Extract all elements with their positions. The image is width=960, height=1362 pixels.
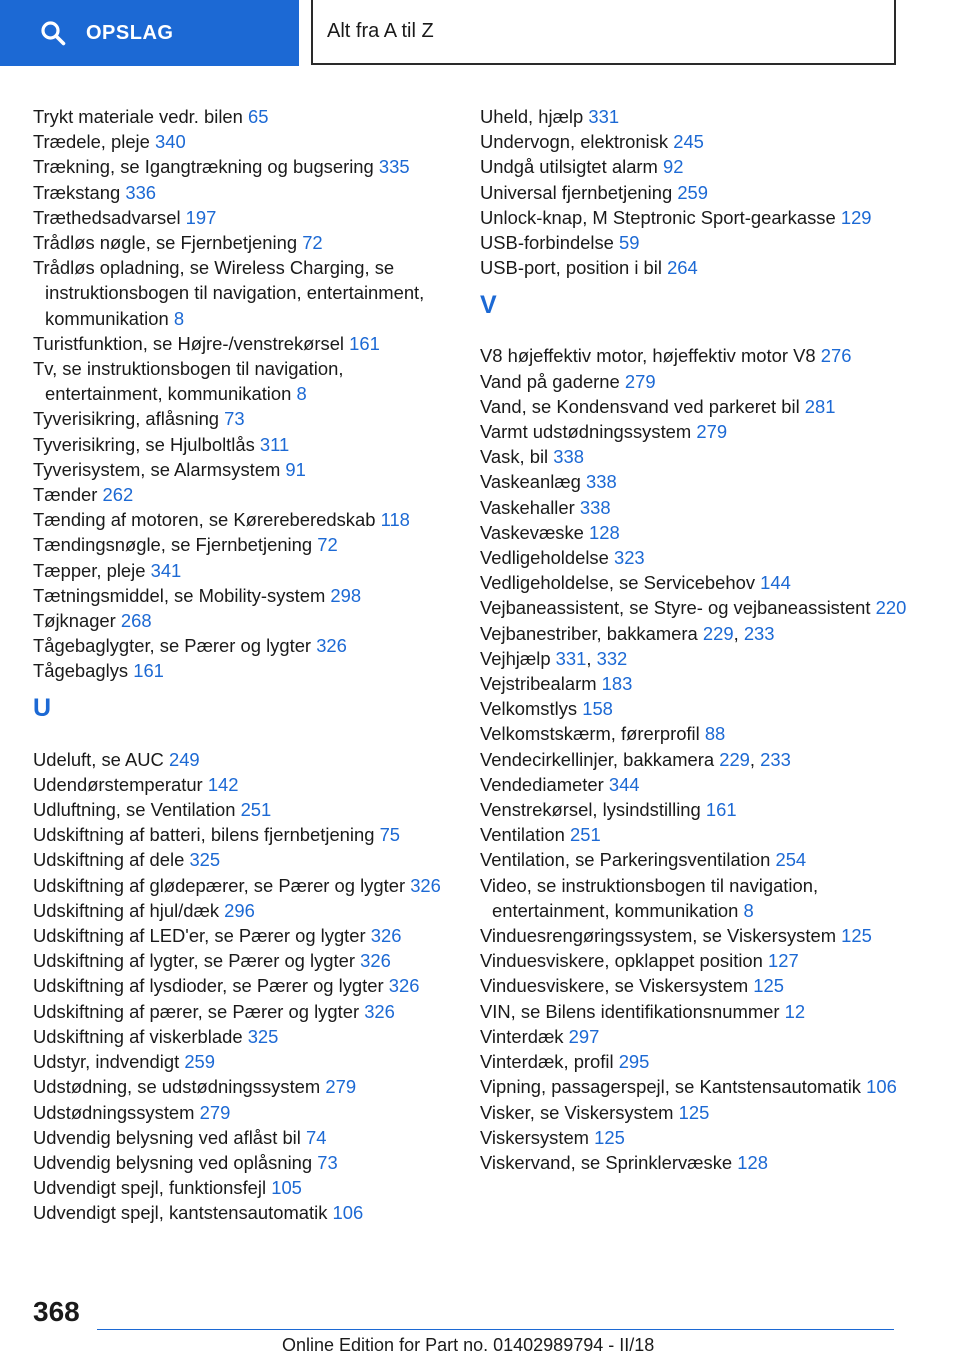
index-entry-text: Udskiftning af batteri, bilens fjernbetjening [33, 824, 375, 846]
index-entry-text: Velkomstlys [480, 698, 578, 720]
index-entry [480, 230, 920, 255]
page-reference-link[interactable]: 59 [619, 232, 640, 254]
page-reference-link[interactable]: 74 [305, 1126, 327, 1148]
page-reference-link[interactable]: 326 [370, 925, 402, 947]
page-reference-link[interactable]: 72 [317, 534, 338, 556]
page-number: 368 [33, 1296, 80, 1327]
index-column-left [33, 104, 453, 1226]
index-entry-text: Vejstribealarm [480, 673, 597, 695]
page-reference-link[interactable]: 281 [804, 395, 836, 417]
index-entry [33, 457, 453, 482]
page-reference-link[interactable]: 233 [743, 622, 775, 644]
index-entry-text: Universal fjernbetjening [480, 181, 673, 203]
index-entry-text: Vaskehaller [480, 496, 575, 518]
page-reference-link[interactable]: 106 [866, 1076, 897, 1098]
page-reference-link[interactable]: 144 [760, 572, 791, 594]
index-entry-text: Vand, se Kondensvand ved parkeret bil [480, 395, 800, 417]
index-entry [480, 444, 920, 469]
index-entry [33, 507, 453, 532]
index-entry [480, 696, 920, 721]
index-entry [480, 520, 920, 545]
index-entry [33, 1049, 453, 1074]
page-reference-link[interactable]: 229 [719, 748, 750, 770]
page-reference-link[interactable]: 251 [240, 799, 272, 821]
index-entry [33, 205, 453, 230]
index-entry [33, 948, 453, 973]
index-entry-text: Turistfunktion, se Højre-/venstrekørsel [33, 332, 345, 354]
page-reference-link[interactable]: 340 [155, 131, 186, 153]
page-reference-link[interactable]: 279 [325, 1076, 357, 1098]
page-reference-link[interactable]: 125 [594, 1126, 625, 1148]
index-entry-text: Tyverisikring, se Hjulboltlås [33, 433, 255, 455]
index-entry-text: Vinterdæk [480, 1025, 564, 1047]
letter-spacer [480, 331, 920, 344]
index-entry-text: Vejbaneassistent, se Styre- og vejbaneassistent [480, 597, 871, 619]
index-entry-text: Udskiftning af pærer, se Pærer og lygter [33, 1000, 360, 1022]
index-entry [480, 1024, 920, 1049]
index-entry [33, 608, 453, 633]
page-separator: , [749, 748, 761, 770]
index-entry [33, 973, 453, 998]
index-entry [480, 1100, 920, 1125]
index-entry [33, 873, 453, 898]
page-reference-link[interactable]: 88 [704, 723, 726, 745]
index-entry [480, 255, 920, 280]
page-reference-link[interactable]: 298 [330, 584, 362, 606]
page-reference-link[interactable]: 249 [168, 748, 200, 770]
page-reference-link[interactable]: 259 [184, 1051, 215, 1073]
index-entry [33, 747, 453, 772]
index-entry-text: Undervogn, elektronisk [480, 131, 669, 153]
index-entry-text: Udskiftning af lysdioder, se Pærer og lygter [33, 975, 384, 997]
index-entry-text: Vinduesrengøringssystem, se Viskersystem [480, 925, 837, 947]
index-entry [33, 999, 453, 1024]
index-entry [33, 822, 453, 847]
index-entry-text: Trådløs nøgle, se Fjernbetjening [33, 232, 298, 254]
page-reference-link[interactable]: 341 [150, 559, 182, 581]
page-reference-link[interactable]: 296 [224, 899, 255, 921]
index-entry-text: Viskersystem [480, 1126, 590, 1148]
page-reference-link[interactable]: 12 [784, 1000, 806, 1022]
page-reference-link[interactable]: 142 [207, 773, 239, 795]
index-entry [33, 558, 453, 583]
index-entry-text: Udskiftning af hjul/dæk [33, 899, 220, 921]
index-entry [480, 721, 920, 746]
page-reference-link[interactable]: 128 [589, 521, 620, 543]
page-reference-link[interactable]: 344 [608, 773, 640, 795]
index-entry [480, 495, 920, 520]
page-reference-link[interactable]: 279 [696, 421, 728, 443]
index-entry-text: Udendørstemperatur [33, 773, 203, 795]
index-entry [33, 583, 453, 608]
index-entry-text: Tyverisystem, se Alarmsystem [33, 458, 281, 480]
page-reference-link[interactable]: 259 [677, 181, 708, 203]
index-entry [480, 419, 920, 444]
index-entry-text: Vendediameter [480, 773, 604, 795]
index-entry [480, 205, 920, 230]
index-entry-text: Træthedsadvarsel [33, 206, 181, 228]
page-reference-link[interactable]: 197 [185, 206, 217, 228]
index-entry [480, 180, 920, 205]
page-reference-link[interactable]: 8 [296, 383, 307, 405]
index-entry [33, 432, 453, 457]
section-title: Alt fra A til Z [327, 20, 434, 42]
page-reference-link[interactable]: 118 [380, 509, 410, 531]
index-entry [33, 129, 453, 154]
page-reference-link[interactable]: 338 [579, 496, 611, 518]
page-reference-link[interactable]: 268 [120, 610, 152, 632]
index-entry [33, 1100, 453, 1125]
page-reference-link[interactable]: 125 [753, 975, 784, 997]
index-entry [480, 747, 920, 772]
page-reference-link[interactable]: 311 [259, 433, 290, 455]
index-entry [480, 847, 920, 872]
index-entry-text: Trækstang [33, 181, 121, 203]
index-entry-text: Tænder [33, 484, 98, 506]
page-reference-link[interactable]: 220 [875, 597, 907, 619]
index-entry-text: Tæpper, pleje [33, 559, 146, 581]
index-entry [33, 356, 453, 406]
index-entry-text: Trædele, pleje [33, 131, 150, 153]
index-entry [480, 1150, 920, 1175]
index-entry-text: Udluftning, se Ventilation [33, 799, 236, 821]
index-entry-text: Udvendig belysning ved aflåst bil [33, 1126, 301, 1148]
page-reference-link[interactable]: 106 [332, 1202, 364, 1224]
index-letter-heading: U [33, 694, 52, 723]
index-entry-text: Vejbanestriber, bakkamera [480, 622, 698, 644]
index-entry [480, 999, 920, 1024]
search-tab-label: OPSLAG [86, 21, 174, 44]
index-entry-text: Tætningsmiddel, se Mobility-system [33, 584, 326, 606]
index-entry [33, 923, 453, 948]
index-entry-text: Udvendig belysning ved oplåsning [33, 1151, 313, 1173]
page-reference-link[interactable]: 331 [588, 106, 620, 127]
index-entry [480, 394, 920, 419]
page-reference-link[interactable]: 91 [285, 458, 306, 480]
page-reference-link[interactable]: 326 [360, 950, 391, 972]
index-entry [480, 154, 920, 179]
index-entry-text: VIN, se Bilens identifikationsnummer [480, 1000, 780, 1022]
page-reference-link[interactable]: 325 [189, 849, 221, 871]
index-entry [480, 923, 920, 948]
index-entry-text: Tv, se instruktionsbogen til navigation, entertainment, kommunikation [33, 358, 344, 405]
index-entry [480, 1125, 920, 1150]
index-entry-text: V8 højeffektiv motor, højeffektiv motor V8 [480, 345, 816, 367]
search-icon [40, 20, 66, 46]
page-reference-link[interactable]: 161 [349, 332, 380, 354]
page-reference-link[interactable]: 254 [775, 849, 807, 871]
index-entry [480, 772, 920, 797]
index-entry-text: Udskiftning af dele [33, 849, 185, 871]
index-entry-text: Visker, se Viskersystem [480, 1101, 674, 1123]
index-entry-text: Udvendigt spejl, kantstensautomatik [33, 1202, 328, 1224]
index-entry-text: Venstrekørsel, lysindstilling [480, 799, 701, 821]
page-reference-link[interactable]: 323 [613, 547, 645, 569]
index-entry [33, 658, 453, 683]
index-entry-text: Tændingsnøgle, se Fjernbetjening [33, 534, 313, 556]
page-reference-link[interactable]: 183 [601, 673, 633, 695]
index-entry-text: Trykt materiale vedr. bilen [33, 106, 243, 127]
index-entry-text: Tågebaglygter, se Pærer og lygter [33, 635, 312, 657]
index-entry-text: Udskiftning af glødepærer, se Pærer og lygter [33, 874, 406, 896]
index-letter-heading: V [480, 291, 497, 320]
page-reference-link[interactable]: 326 [388, 975, 420, 997]
index-entry-text: Tænding af motoren, se Kørereberedskab [33, 509, 376, 531]
index-entry-text: Vedligeholdelse [480, 547, 609, 569]
page-separator: , [586, 647, 597, 669]
page-reference-link[interactable]: 75 [379, 824, 401, 846]
page-reference-link[interactable]: 325 [247, 1025, 279, 1047]
index-entry-text: Vand på gaderne [480, 370, 620, 392]
page-reference-link[interactable]: 279 [199, 1101, 231, 1123]
index-entry [33, 1024, 453, 1049]
index-entry-text: Viskervand, se Sprinklervæske [480, 1151, 733, 1173]
index-entry-text: Vinduesviskere, se Viskersystem [480, 975, 749, 997]
page-reference-link[interactable]: 295 [618, 1051, 650, 1073]
index-entry-text: Udskiftning af lygter, se Pærer og lygter [33, 950, 355, 972]
index-entry [480, 671, 920, 696]
letter-spacer [33, 734, 453, 747]
index-entry-text: Udstødningssystem [33, 1101, 195, 1123]
index-entry [33, 772, 453, 797]
index-entry-text: Vask, bil [480, 446, 549, 468]
index-entry-text: Vinterdæk, profil [480, 1051, 614, 1073]
index-entry-text: Vejhjælp [480, 647, 551, 669]
page-reference-link[interactable]: 125 [678, 1101, 710, 1123]
index-entry [33, 797, 453, 822]
index-entry-text: USB-forbindelse [480, 232, 614, 254]
index-entry-text: Trækning, se Igangtrækning og bugsering [33, 156, 374, 178]
index-entry-text: Udeluft, se AUC [33, 748, 164, 770]
index-entry [480, 129, 920, 154]
page-reference-link[interactable]: 297 [568, 1025, 600, 1047]
page-reference-link[interactable]: 251 [570, 824, 601, 846]
index-entry [480, 973, 920, 998]
page-reference-link[interactable]: 8 [173, 307, 185, 329]
index-entry [480, 797, 920, 822]
page-reference-link[interactable]: 105 [271, 1177, 302, 1199]
index-entry-text: Tyverisikring, aflåsning [33, 408, 220, 430]
index-entry-text: USB-port, position i bil [480, 257, 662, 279]
page-reference-link[interactable]: 161 [133, 660, 164, 682]
index-entry [480, 1074, 920, 1099]
index-entry [480, 822, 920, 847]
index-entry-text: Tågebaglys [33, 660, 129, 682]
page-reference-link[interactable]: 128 [737, 1151, 768, 1173]
index-entry-text: Vendecirkellinjer, bakkamera [480, 748, 715, 770]
index-entry [33, 633, 453, 658]
index-entry [480, 343, 920, 368]
page-reference-link[interactable]: 338 [553, 446, 584, 468]
page-reference-link[interactable]: 331 [555, 647, 587, 669]
index-entry [33, 532, 453, 557]
index-entry [33, 406, 453, 431]
page-reference-link[interactable]: 326 [410, 874, 441, 896]
index-entry [33, 1074, 453, 1099]
index-entry-text: Vinduesviskere, opklappet position [480, 950, 763, 972]
page-reference-link[interactable]: 262 [102, 484, 134, 506]
page-reference-link[interactable]: 233 [760, 748, 791, 770]
index-entry-text: Vaskeanlæg [480, 471, 581, 493]
index-entry [480, 1049, 920, 1074]
index-entry [480, 545, 920, 570]
index-entry [33, 898, 453, 923]
page-reference-link[interactable]: 326 [316, 635, 347, 657]
index-column-right [480, 104, 920, 1175]
index-entry-text: Udvendigt spejl, funktionsfejl [33, 1177, 267, 1199]
index-entry [33, 1200, 453, 1225]
index-entry [33, 847, 453, 872]
index-entry-text: Trådløs opladning, se Wireless Charging, se instruktionsbogen til navigation, entertainment, kommunikation [33, 257, 425, 329]
page-reference-link[interactable]: 92 [663, 156, 684, 178]
index-entry-text: Uheld, hjælp [480, 106, 584, 127]
index-entry-text: Tøjknager [33, 610, 116, 632]
index-entry [33, 1150, 453, 1175]
page-reference-link[interactable]: 161 [705, 799, 737, 821]
footer-edition-text: Online Edition for Part no. 01402989794 - II/18 [282, 1335, 655, 1355]
index-entry [480, 570, 920, 595]
header [0, 0, 960, 66]
page-reference-link[interactable]: 332 [596, 647, 628, 669]
index-entry [480, 104, 920, 129]
index-entry [480, 595, 920, 620]
index-entry-text: Velkomstskærm, førerprofil [480, 723, 700, 745]
page-reference-link[interactable]: 125 [841, 925, 872, 947]
index-entry-text: Udskiftning af viskerblade [33, 1025, 243, 1047]
page-reference-link[interactable]: 73 [317, 1151, 338, 1173]
page-reference-link[interactable]: 229 [702, 622, 734, 644]
page-reference-link[interactable]: 279 [624, 370, 656, 392]
index-entry-text: Ventilation, se Parkeringsventilation [480, 849, 771, 871]
page-reference-link[interactable]: 335 [378, 156, 410, 178]
index-entry [480, 369, 920, 394]
index-entry-text: Udstyr, indvendigt [33, 1051, 180, 1073]
page-reference-link[interactable]: 8 [743, 899, 754, 921]
index-entry-text: Video, se instruktionsbogen til navigation, entertainment, kommunikation [480, 874, 819, 921]
index-entry [480, 948, 920, 973]
index-entry-text: Ventilation [480, 824, 565, 846]
index-entry [480, 621, 920, 646]
index-entry-text: Vipning, passagerspejl, se Kantstensautomatik [480, 1076, 861, 1098]
search-tab[interactable] [0, 0, 299, 66]
index-entry [33, 104, 453, 129]
page-reference-link[interactable]: 129 [840, 206, 872, 228]
index-entry [33, 331, 453, 356]
index-entry [33, 1125, 453, 1150]
index-entry [33, 1175, 453, 1200]
index-entry-text: Udstødning, se udstødningssystem [33, 1076, 321, 1098]
index-entry [480, 873, 920, 923]
index-entry [33, 230, 453, 255]
page-reference-link[interactable]: 72 [302, 232, 323, 254]
index-entry [33, 154, 453, 179]
index-entry [33, 180, 453, 205]
page-reference-link[interactable]: 158 [582, 698, 613, 720]
page-reference-link[interactable]: 276 [820, 345, 852, 367]
index-entry-text: Undgå utilsigtet alarm [480, 156, 658, 178]
footer-divider [97, 1329, 894, 1330]
page-reference-link[interactable]: 264 [667, 257, 698, 279]
page-reference-link[interactable]: 65 [248, 106, 269, 127]
page-reference-link[interactable]: 245 [673, 131, 704, 153]
index-entry-text: Udskiftning af LED'er, se Pærer og lygter [33, 925, 366, 947]
index-entry-text: Vaskevæske [480, 521, 584, 543]
page-reference-link[interactable]: 326 [364, 1000, 395, 1022]
page-reference-link[interactable]: 336 [125, 181, 157, 203]
index-entry [33, 255, 453, 331]
page-reference-link[interactable]: 73 [224, 408, 245, 430]
page-reference-link[interactable]: 127 [767, 950, 799, 972]
page-reference-link[interactable]: 338 [586, 471, 617, 493]
section-title-box [311, 0, 896, 65]
index-entry-text: Unlock-knap, M Steptronic Sport-gearkasse [480, 206, 836, 228]
index-entry [480, 469, 920, 494]
index-entry-text: Vedligeholdelse, se Servicebehov [480, 572, 756, 594]
index-entry [33, 482, 453, 507]
page-separator: , [733, 622, 744, 644]
index-entry [480, 646, 920, 671]
index-entry-text: Varmt udstødningssystem [480, 421, 692, 443]
